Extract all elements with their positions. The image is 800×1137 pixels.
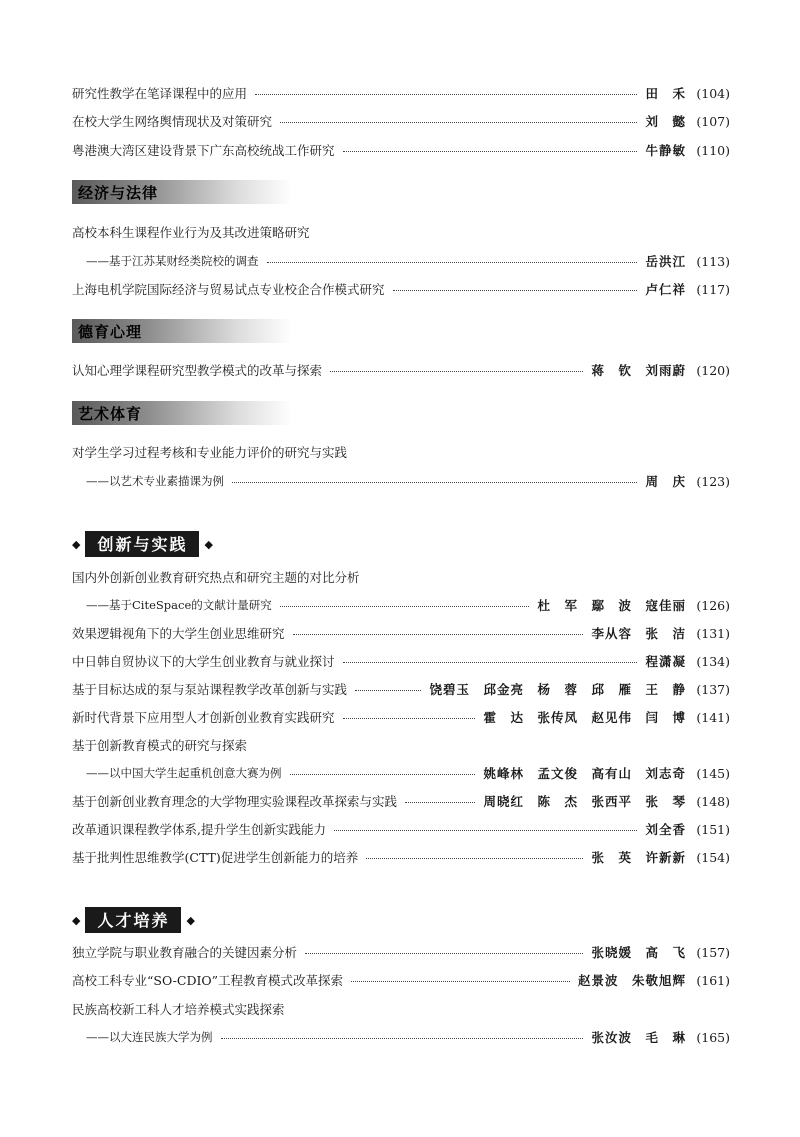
entry-title: 基于创新创业教育理念的大学物理实验课程改革探索与实践 bbox=[72, 794, 398, 809]
section-title: 艺术体育 bbox=[78, 405, 143, 423]
entry-page-number: (154) bbox=[696, 849, 730, 865]
toc-entry[interactable] bbox=[72, 278, 730, 300]
entry-subtitle: ——基于江苏某财经类院校的调查 bbox=[86, 254, 259, 268]
toc-entry[interactable] bbox=[72, 139, 730, 161]
entry-title: 高校工科专业“SO-CDIO”工程教育模式改革探索 bbox=[72, 973, 344, 988]
toc-entry[interactable] bbox=[72, 818, 730, 840]
toc-entry[interactable] bbox=[72, 790, 730, 812]
toc-entry[interactable] bbox=[72, 82, 730, 104]
dot-leader bbox=[393, 290, 638, 291]
entry-page-number: (157) bbox=[696, 944, 730, 960]
dot-leader bbox=[405, 802, 475, 803]
dot-leader bbox=[290, 774, 476, 775]
category-banner bbox=[72, 907, 195, 933]
entry-page-number: (134) bbox=[696, 653, 730, 669]
entry-authors: 饶碧玉 邱金亮 杨 蓉 邱 雁 王 静 bbox=[429, 682, 686, 697]
dot-leader bbox=[334, 830, 638, 831]
dot-leader bbox=[343, 718, 476, 719]
toc-entry[interactable] bbox=[72, 650, 730, 672]
entry-title: 改革通识课程教学体系,提升学生创新实践能力 bbox=[72, 822, 326, 837]
entry-title: 基于创新教育模式的研究与探索 bbox=[72, 738, 248, 753]
dot-leader bbox=[293, 634, 584, 635]
entry-authors: 程潇凝 bbox=[645, 654, 686, 669]
section-header bbox=[72, 319, 292, 343]
dot-leader bbox=[221, 1038, 584, 1039]
entry-page-number: (117) bbox=[696, 281, 730, 297]
entry-page-number: (148) bbox=[696, 793, 730, 809]
entry-authors: 杜 军 鄢 波 寇佳丽 bbox=[537, 598, 686, 613]
diamond-icon: ◆ bbox=[204, 537, 213, 551]
entry-title: 粤港澳大湾区建设背景下广东高校统战工作研究 bbox=[72, 143, 335, 158]
entry-subtitle: ——以中国大学生起重机创意大赛为例 bbox=[86, 766, 282, 780]
toc-entry[interactable] bbox=[72, 221, 730, 243]
toc-subtitle-row[interactable] bbox=[72, 250, 730, 272]
banner-title: 创新与实践 bbox=[85, 531, 199, 557]
toc-entry[interactable] bbox=[72, 441, 730, 463]
entry-authors: 赵景波 朱敬旭辉 bbox=[577, 973, 686, 988]
entry-title: 认知心理学课程研究型教学模式的改革与探索 bbox=[72, 363, 323, 378]
diamond-icon: ◆ bbox=[186, 913, 195, 927]
entry-page-number: (141) bbox=[696, 709, 730, 725]
entry-page-number: (104) bbox=[696, 85, 730, 101]
entry-authors: 牛静敏 bbox=[645, 143, 686, 158]
toc-subtitle-row[interactable] bbox=[72, 594, 730, 616]
entry-title: 在校大学生网络舆情现状及对策研究 bbox=[72, 114, 273, 129]
toc-entry[interactable] bbox=[72, 566, 730, 588]
entry-subtitle: ——以大连民族大学为例 bbox=[86, 1030, 213, 1044]
entry-page-number: (137) bbox=[696, 681, 730, 697]
section-header bbox=[72, 180, 292, 204]
toc-subtitle-row[interactable] bbox=[72, 1026, 730, 1048]
entry-authors: 姚峰林 孟文俊 高有山 刘志奇 bbox=[483, 766, 686, 781]
dot-leader bbox=[280, 122, 637, 123]
dot-leader bbox=[232, 482, 637, 483]
entry-authors: 李从容 张 洁 bbox=[591, 626, 686, 641]
entry-authors: 刘 懿 bbox=[645, 114, 686, 129]
entry-title: 上海电机学院国际经济与贸易试点专业校企合作模式研究 bbox=[72, 282, 385, 297]
entry-authors: 霍 达 张传凤 赵见伟 闫 博 bbox=[483, 710, 686, 725]
entry-page-number: (161) bbox=[696, 972, 730, 988]
category-banner bbox=[72, 531, 213, 557]
dot-leader bbox=[343, 151, 638, 152]
toc-subtitle-row[interactable] bbox=[72, 762, 730, 784]
diamond-icon: ◆ bbox=[72, 913, 81, 927]
dot-leader bbox=[366, 858, 583, 859]
banner-title: 人才培养 bbox=[85, 907, 181, 933]
entry-authors: 刘全香 bbox=[645, 822, 686, 837]
toc-entry[interactable] bbox=[72, 359, 730, 381]
entry-title: 民族高校新工科人才培养模式实践探索 bbox=[72, 1002, 285, 1017]
dot-leader bbox=[255, 94, 637, 95]
entry-page-number: (145) bbox=[696, 765, 730, 781]
entry-authors: 张汝波 毛 琳 bbox=[591, 1030, 686, 1045]
entry-authors: 卢仁祥 bbox=[645, 282, 686, 297]
entry-page-number: (113) bbox=[696, 253, 730, 269]
entry-page-number: (126) bbox=[696, 597, 730, 613]
dot-leader bbox=[280, 606, 530, 607]
entry-title: 国内外创新创业教育研究热点和研究主题的对比分析 bbox=[72, 570, 360, 585]
entry-page-number: (131) bbox=[696, 625, 730, 641]
toc-entry[interactable] bbox=[72, 846, 730, 868]
toc-entry[interactable] bbox=[72, 969, 730, 991]
entry-authors: 张 英 许新新 bbox=[591, 850, 686, 865]
section-title: 经济与法律 bbox=[78, 184, 159, 202]
entry-authors: 田 禾 bbox=[645, 86, 686, 101]
dot-leader bbox=[330, 371, 583, 372]
dot-leader bbox=[355, 690, 421, 691]
toc-entry[interactable] bbox=[72, 678, 730, 700]
entry-page-number: (165) bbox=[696, 1029, 730, 1045]
entry-authors: 蒋 钦 刘雨蔚 bbox=[591, 363, 686, 378]
toc-entry[interactable] bbox=[72, 706, 730, 728]
entry-authors: 周 庆 bbox=[645, 474, 686, 489]
entry-title: 独立学院与职业教育融合的关键因素分析 bbox=[72, 945, 298, 960]
entry-title: 研究性教学在笔译课程中的应用 bbox=[72, 86, 248, 101]
entry-title: 中日韩自贸协议下的大学生创业教育与就业探讨 bbox=[72, 654, 335, 669]
entry-title: 基于批判性思维教学(CTT)促进学生创新能力的培养 bbox=[72, 850, 359, 865]
toc-entry[interactable] bbox=[72, 941, 730, 963]
toc-entry[interactable] bbox=[72, 110, 730, 132]
entry-authors: 张晓媛 高 飞 bbox=[591, 945, 686, 960]
diamond-icon: ◆ bbox=[72, 537, 81, 551]
entry-page-number: (110) bbox=[696, 142, 730, 158]
entry-title: 效果逻辑视角下的大学生创业思维研究 bbox=[72, 626, 285, 641]
toc-entry[interactable] bbox=[72, 998, 730, 1020]
toc-entry[interactable] bbox=[72, 734, 730, 756]
dot-leader bbox=[351, 981, 570, 982]
entry-page-number: (107) bbox=[696, 113, 730, 129]
entry-title: 基于目标达成的泵与泵站课程教学改革创新与实践 bbox=[72, 682, 348, 697]
toc-subtitle-row[interactable] bbox=[72, 470, 730, 492]
entry-title: 对学生学习过程考核和专业能力评价的研究与实践 bbox=[72, 445, 348, 460]
dot-leader bbox=[305, 953, 583, 954]
section-header bbox=[72, 401, 292, 425]
entry-authors: 岳洪江 bbox=[645, 254, 686, 269]
entry-page-number: (151) bbox=[696, 821, 730, 837]
dot-leader bbox=[343, 662, 638, 663]
section-title: 德育心理 bbox=[78, 323, 143, 341]
entry-subtitle: ——基于CiteSpace的文献计量研究 bbox=[86, 598, 272, 612]
entry-page-number: (123) bbox=[696, 473, 730, 489]
entry-title: 新时代背景下应用型人才创新创业教育实践研究 bbox=[72, 710, 335, 725]
entry-page-number: (120) bbox=[696, 362, 730, 378]
entry-subtitle: ——以艺术专业素描课为例 bbox=[86, 474, 224, 488]
entry-authors: 周晓红 陈 杰 张西平 张 琴 bbox=[483, 794, 686, 809]
toc-entry[interactable] bbox=[72, 622, 730, 644]
entry-title: 高校本科生课程作业行为及其改进策略研究 bbox=[72, 225, 310, 240]
dot-leader bbox=[267, 262, 638, 263]
